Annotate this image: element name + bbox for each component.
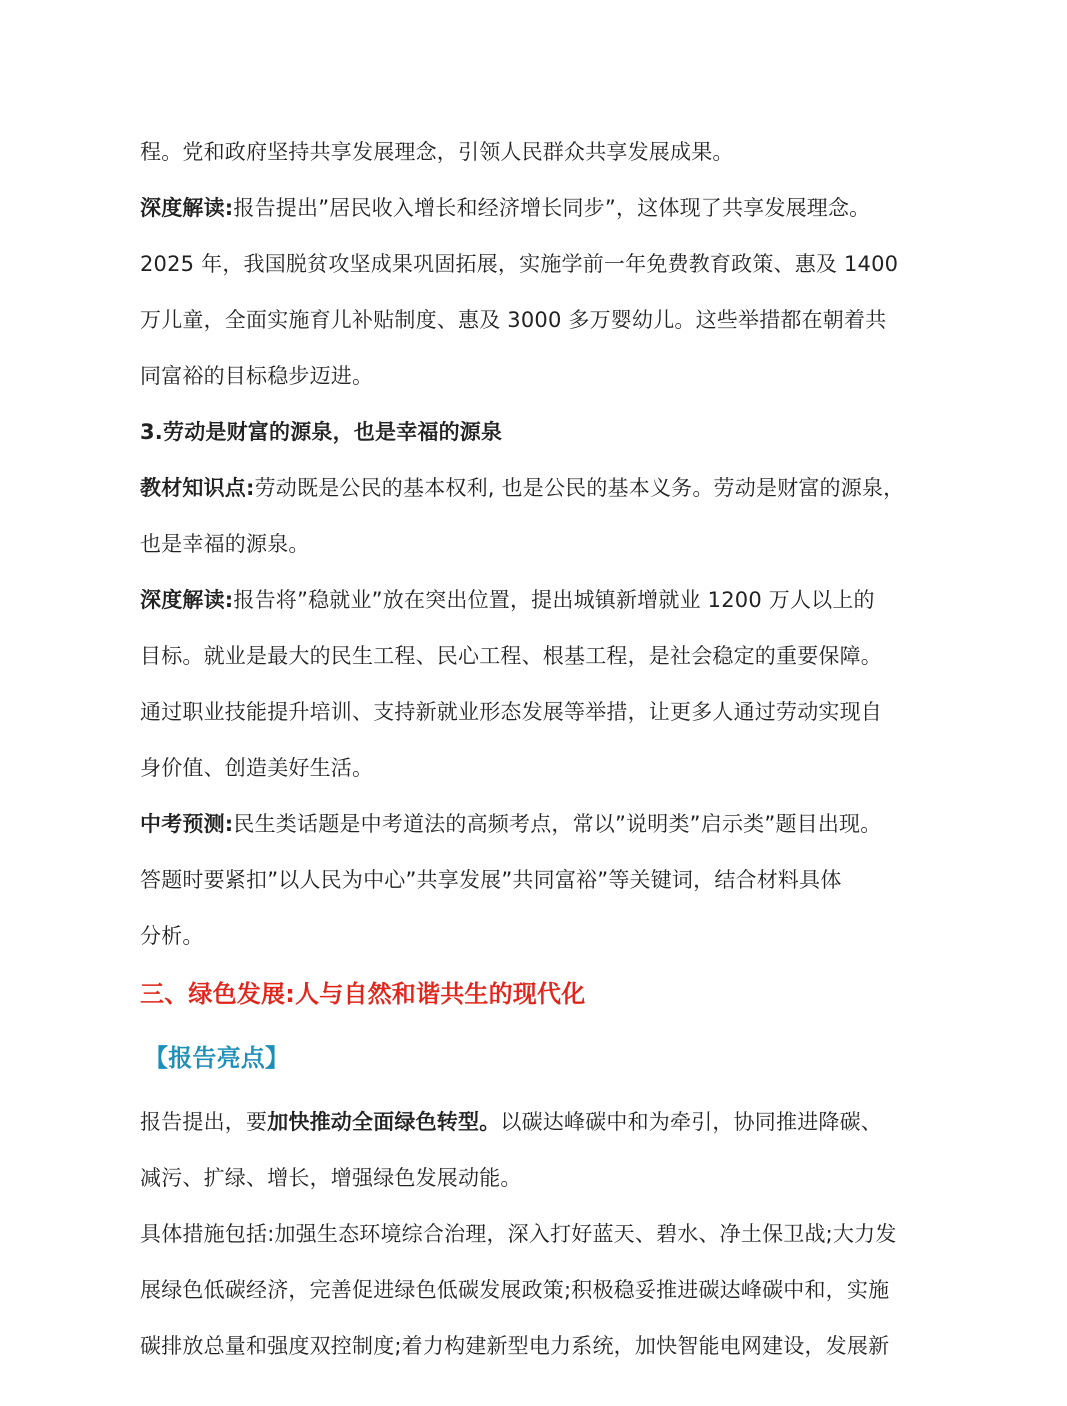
text: 答题时要紧扣”以人民为中心”共享发展”共同富裕”等关键词，结合材料具体: [140, 868, 842, 892]
paragraph-line: [140, 860, 842, 900]
paragraph-line: [140, 1158, 522, 1198]
paragraph-line: [140, 524, 310, 564]
text: 报告提出，要: [140, 1110, 268, 1134]
deep-reading-label: 深度解读:: [140, 588, 234, 612]
text: 通过职业技能提升培训、支持新就业形态发展等举措，让更多人通过劳动实现自: [140, 700, 882, 724]
text: 报告将”稳就业”放在突出位置，提出城镇新增就业 1200 万人以上的: [233, 588, 875, 612]
highlight-heading-text: 【报告亮点】: [144, 1044, 290, 1072]
paragraph-line: [140, 748, 373, 788]
text: 2025 年，我国脱贫攻坚成果巩固拓展，实施学前一年免费教育政策、惠及 1400: [140, 252, 899, 276]
paragraph-line: [140, 804, 881, 844]
paragraph-line: [140, 580, 875, 620]
paragraph-line: [140, 468, 904, 508]
paragraph-line: [140, 1326, 889, 1366]
text: 减污、扩绿、增长，增强绿色发展动能。: [140, 1166, 522, 1190]
text: 万儿童，全面实施育儿补贴制度、惠及 3000 多万婴幼儿。这些举措都在朝着共: [140, 308, 887, 332]
textbook-label: 教材知识点:: [140, 476, 255, 500]
paragraph-line: [140, 244, 898, 284]
text: 程。党和政府坚持共享发展理念，引领人民群众共享发展成果。: [140, 140, 734, 164]
paragraph-line: [140, 188, 870, 228]
text: 以碳达峰碳中和为牵引，协同推进降碳、: [500, 1110, 883, 1134]
text: 具体措施包括:加强生态环境综合治理，深入打好蓝天、碧水、净土保卫战;大力发: [140, 1222, 897, 1246]
paragraph-line: [140, 1214, 897, 1254]
paragraph-line: [140, 916, 204, 956]
highlight-heading: [144, 1038, 289, 1078]
text: 也是幸福的源泉。: [140, 532, 310, 556]
subheading-text: 3.劳动是财富的源泉，也是幸福的源泉: [140, 420, 503, 444]
paragraph-line: [140, 356, 373, 396]
emphasis-text: 加快推动全面绿色转型。: [267, 1110, 501, 1134]
deep-reading-label: 深度解读:: [140, 196, 234, 220]
paragraph-line: [140, 636, 882, 676]
exam-prediction-label: 中考预测:: [140, 812, 234, 836]
section-heading: [140, 974, 585, 1014]
text: 展绿色低碳经济，完善促进绿色低碳发展政策;积极稳妥推进碳达峰碳中和，实施: [140, 1278, 890, 1302]
paragraph-line: [140, 1270, 889, 1310]
section-heading-text: 三、绿色发展:人与自然和谐共生的现代化: [140, 980, 586, 1008]
text: 同富裕的目标稳步迈进。: [140, 364, 374, 388]
text: 碳排放总量和强度双控制度;着力构建新型电力系统，加快智能电网建设，发展新: [140, 1334, 890, 1358]
subheading: [140, 412, 502, 452]
text: 目标。就业是最大的民生工程、民心工程、根基工程，是社会稳定的重要保障。: [140, 644, 882, 668]
text: 身价值、创造美好生活。: [140, 756, 374, 780]
text: 民生类话题是中考道法的高频考点，常以”说明类”启示类”题目出现。: [233, 812, 882, 836]
paragraph-line: [140, 1102, 882, 1142]
paragraph-line: [140, 692, 882, 732]
text: 分析。: [140, 924, 204, 948]
text: 劳动既是公民的基本权利, 也是公民的基本义务。劳动是财富的源泉，: [254, 476, 905, 500]
paragraph-line: [140, 132, 734, 172]
paragraph-line: [140, 300, 886, 340]
text: 报告提出”居民收入增长和经济增长同步”，这体现了共享发展理念。: [233, 196, 871, 220]
